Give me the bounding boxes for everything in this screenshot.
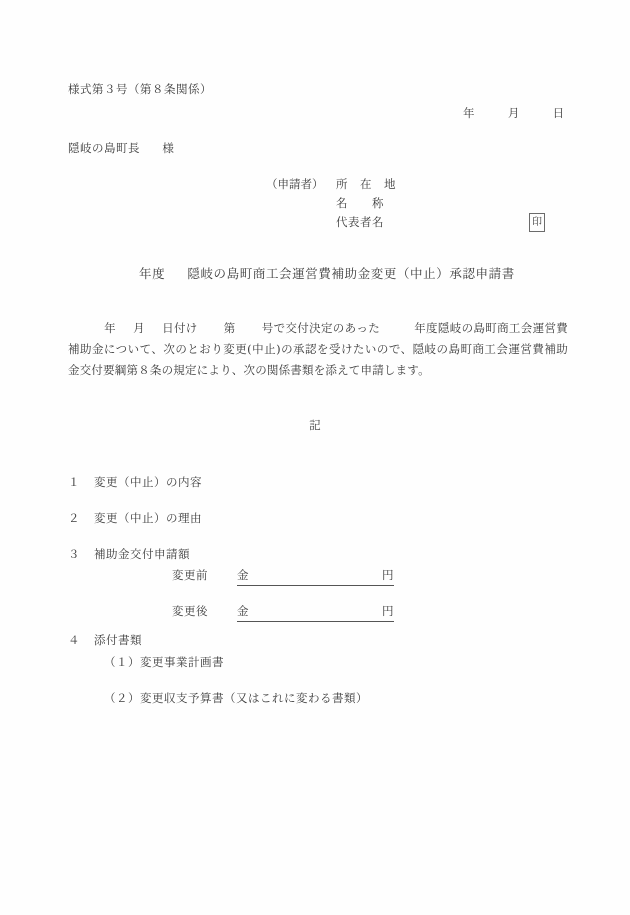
- applicant-representative-row: [266, 213, 545, 232]
- applicant-block: [266, 175, 545, 232]
- amount-before-currency-prefix: 金: [237, 568, 249, 582]
- item-2-number: ２: [68, 511, 80, 525]
- form-number: 様式第３号（第８条関係）: [68, 82, 212, 96]
- body-year-label: 年: [104, 321, 116, 335]
- amount-row-before: [172, 566, 394, 586]
- addressee-honorific: 様: [162, 141, 175, 155]
- item-2-label: 変更（中止）の理由: [94, 511, 202, 525]
- body-dai-label: 第: [223, 321, 236, 335]
- amount-after-currency-suffix: 円: [382, 604, 394, 618]
- item-3-number: ３: [68, 547, 80, 561]
- title-fiscal-year-label: 年度: [139, 266, 166, 281]
- body-nendo-label: 年度隠岐の島町商工会運営費: [414, 321, 568, 335]
- amount-before-currency-suffix: 円: [382, 568, 394, 582]
- amount-after-label: 変更後: [172, 604, 208, 618]
- applicant-address-label: 所 在 地: [336, 177, 396, 192]
- ki-marker: 記: [309, 418, 321, 432]
- amount-after-currency-prefix: 金: [237, 604, 249, 618]
- page-title: [139, 264, 515, 284]
- applicant-lead-label: （申請者）: [266, 177, 324, 192]
- body-dayfuke-label: 日付け: [161, 321, 198, 335]
- seal-stamp-box: 印: [529, 213, 545, 232]
- item-1-label: 変更（中止）の内容: [94, 475, 202, 489]
- amount-row-after: [172, 602, 394, 622]
- body-paragraph: [68, 318, 568, 381]
- attachment-2-label: 変更収支予算書（又はこれに変わる書類）: [140, 691, 368, 705]
- attachment-1-number: （１）: [104, 655, 140, 669]
- amount-after-field[interactable]: [237, 602, 394, 622]
- item-3-label: 補助金交付申請額: [94, 547, 190, 561]
- item-4-number: ４: [68, 633, 80, 647]
- date-year-label: 年: [463, 106, 475, 120]
- body-line2: 補助金について、次のとおり変更(中止)の承認を受けたいので、隠岐の島町商工会運営: [68, 342, 533, 356]
- date-month-label: 月: [507, 106, 520, 120]
- addressee-line: [68, 139, 174, 157]
- attachment-1-label: 変更事業計画書: [140, 655, 224, 669]
- list-item-1: [68, 473, 202, 491]
- body-line3: 費補助金交付要綱第８条の規定により、次の関係書類を添えて申請します。: [68, 342, 568, 377]
- addressee-office: 隠岐の島町長: [68, 141, 140, 155]
- body-month-label: 月: [132, 321, 145, 335]
- title-main-text: 隠岐の島町商工会運営費補助金変更（中止）承認申請書: [187, 266, 515, 281]
- body-go-label: 号で交付決定のあった: [261, 321, 381, 335]
- applicant-name-row: [266, 194, 545, 213]
- date-line: [463, 104, 564, 122]
- list-item-2: [68, 509, 202, 527]
- amount-before-field[interactable]: [237, 566, 394, 586]
- attachment-item-1: [104, 653, 224, 671]
- item-1-number: １: [68, 475, 80, 489]
- applicant-name-label: 名 称: [336, 196, 384, 211]
- list-item-4: [68, 631, 142, 649]
- amount-before-label: 変更前: [172, 568, 208, 582]
- attachment-item-2: [104, 689, 368, 707]
- applicant-representative-label: 代表者名: [336, 215, 384, 230]
- list-item-3: [68, 545, 190, 563]
- attachment-2-number: （２）: [104, 691, 140, 705]
- date-day-label: 日: [552, 106, 565, 120]
- item-4-label: 添付書類: [94, 633, 142, 647]
- applicant-address-row: [266, 175, 545, 194]
